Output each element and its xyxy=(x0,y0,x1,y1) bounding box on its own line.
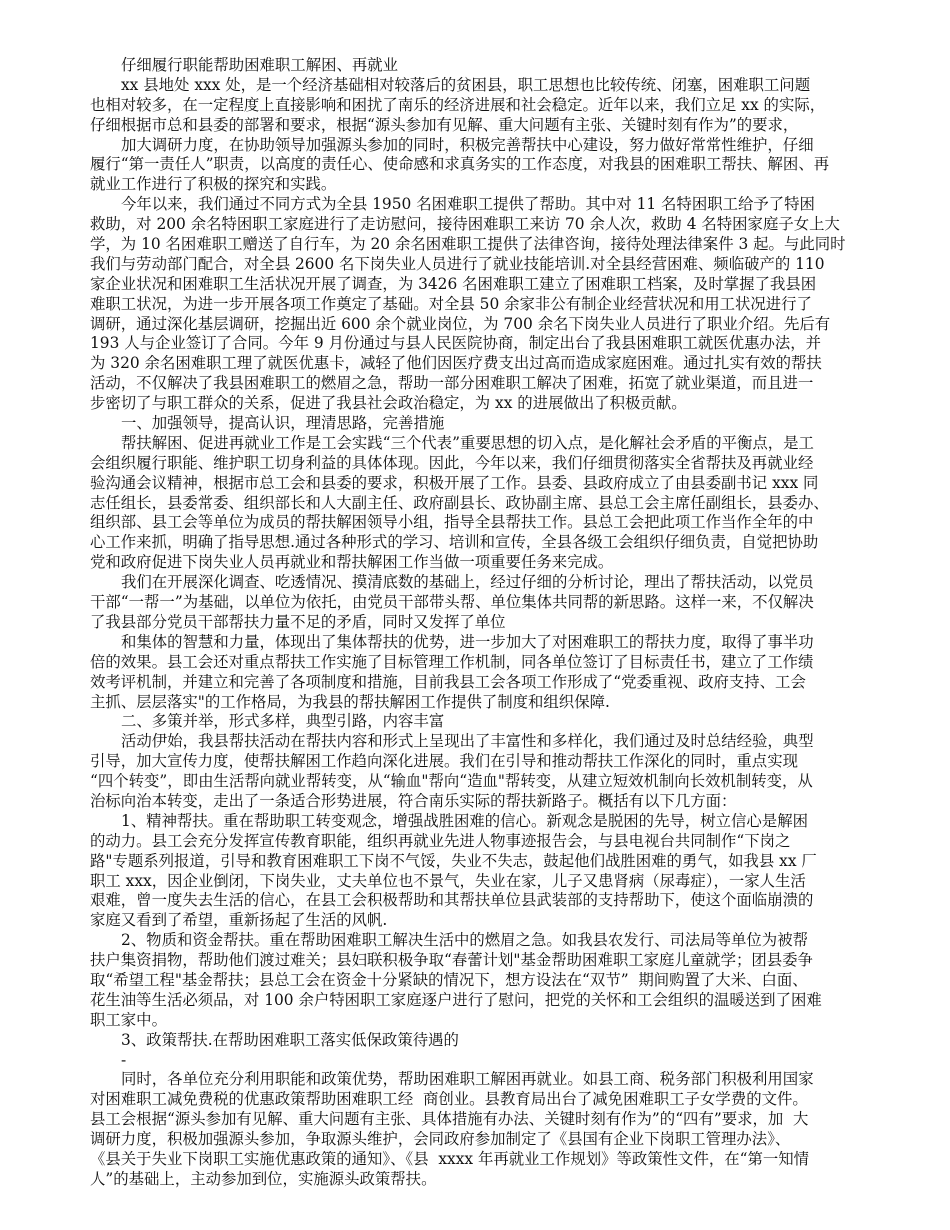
text-line: 今年以来，我们通过不同方式为全县 1950 名困难职工提供了帮助。其中对 11 名特困职工给予了特困 xyxy=(121,195,815,214)
text-line: 家企业状况和困难职工生活状况开展了调查，为 3426 名困难职工建立了困难职工档案，及时掌握了我县困 xyxy=(90,274,817,293)
text-line: 救助，对 200 余名特困职工家庭进行了走访慰问，接待困难职工来访 70 余人次，救助 4 名特困家庭子女上大 xyxy=(90,215,840,234)
text-line: 扶户集资捐物，帮助他们渡过难关；县妇联积极争取“春蕾计划"基金帮助困难职工家庭儿童就学；团县委争 xyxy=(90,951,813,970)
text-line: 调研力度，积极加强源头参加，争取源头维护，会同政府参加制定了《县国有企业下岗职工管理办法》、 xyxy=(90,1130,791,1149)
document-page xyxy=(90,56,861,1190)
text-line: “四个转变”，即由生活帮向就业帮转变，从“输血"帮向“造血"帮转变，从建立短效机制向长效机制转变，从 xyxy=(90,772,813,791)
text-line: 193 人与企业签订了合同。今年 9 月份通过与县人民医院协商，制定出台了我县困难职工就医优惠办法，并 xyxy=(90,334,822,353)
text-line: 难职工状况，为进一步开展各项工作奠定了基础。对全县 50 余家非公有制企业经营状况和用工状况进行了 xyxy=(90,294,812,313)
text-line: - xyxy=(121,1050,127,1069)
text-line: 3、政策帮扶.在帮助困难职工落实低保政策待遇的 xyxy=(121,1030,459,1049)
text-line: 党和政府促进下岗失业人员再就业和帮扶解困工作当做一项重要任务来完成。 xyxy=(90,553,614,572)
text-line: 县工会根据“源头参加有见解、重大问题有主张、具体措施有办法、关键时刻有作为”的“四有”要求，加 大 xyxy=(90,1110,809,1129)
text-line: 会组织履行职能、维护职工切身利益的具体体现。因此，今年以来，我们仔细贯彻落实全省帮扶及再就业经 xyxy=(90,453,814,472)
text-line: 取“希望工程"基金帮扶；县总工会在资金十分紧缺的情况下，想方设法在“双节” 期间购置了大米、白面、 xyxy=(90,970,808,989)
text-line: 《县关于失业下岗职工实施优惠政策的通知》、《县 xxxx 年再就业工作规划》等政策性文件，在“第一知情 xyxy=(90,1149,810,1168)
text-line: 2、物质和资金帮扶。重在帮助困难职工解决生活中的燃眉之急。如我县农发行、司法局等单位为被帮 xyxy=(121,931,808,950)
text-line: 干部“一帮一”为基础，以单位为依托，由党员干部带头帮、单位集体共同帮的新思路。这样一来，不仅解决 xyxy=(90,593,814,612)
text-line: 学，为 10 名困难职工赠送了自行车，为 20 余名困难职工提供了法律咨询，接待处理法律案件 3 起。与此同时 xyxy=(90,235,846,254)
text-line: 仔细履行职能帮助困难职工解困、再就业 xyxy=(121,56,399,74)
text-line: 的动力。县工会充分发挥宣传教育职能，组织再就业先进人物事迹报告会，与县电视台共同制作“下岗之 xyxy=(90,831,791,850)
text-line: 职工 xxx，因企业倒闭，下岗失业，丈夫单位也不景气，失业在家，儿子又患肾病（尿毒症），一家人生活 xyxy=(90,871,806,890)
text-line: 活动伊始，我县帮扶活动在帮扶内容和形式上呈现出了丰富性和多样化，我们通过及时总结经验，典型 xyxy=(121,732,814,751)
text-line: 治标向治本转变，走出了一条适合形势进展，符合南乐实际的帮扶新路子。概括有以下几方面： xyxy=(90,791,737,810)
text-line: 就业工作进行了积极的探究和实践。 xyxy=(90,175,337,194)
text-line: 1、精神帮扶。重在帮助职工转变观念，增强战胜困难的信心。新观念是脱困的先导，树立信心是解困 xyxy=(121,811,808,830)
text-line: 活动，不仅解决了我县困难职工的燃眉之急，帮助一部分困难职工解决了困难，拓宽了就业渠道，而且进一 xyxy=(90,374,814,393)
text-line: 加大调研力度，在协助领导加强源头参加的同时，积极完善帮扶中心建设，努力做好常常性维护，仔细 xyxy=(121,135,814,154)
text-line: 家庭又看到了希望，重新扬起了生活的风帆. xyxy=(90,911,388,930)
text-line: 主抓、层层落实"的工作格局，为我县的帮扶解困工作提供了制度和组织保障. xyxy=(90,692,610,711)
text-line: 倍的效果。县工会还对重点帮扶工作实施了目标管理工作机制，同各单位签订了目标责任书，建立了工作绩 xyxy=(90,652,814,671)
text-line: 心工作来抓，明确了指导思想.通过各种形式的学习、培训和宣传，全县各级工会组织仔细负责，自觉把协助 xyxy=(90,533,819,552)
text-line: 职工家中。 xyxy=(90,1010,167,1029)
text-line: 效考评机制，并建立和完善了各项制度和措施，目前我县工会各项工作形成了“党委重视、政府支持、工会 xyxy=(90,672,806,691)
text-line: 路"专题系列报道，引导和教育困难职工下岗不气馁，失业不失志，鼓起他们战胜困难的勇气，如我县 xx 厂 xyxy=(90,851,817,870)
text-line: 为 320 余名困难职工理了就医优惠卡，减轻了他们因医疗费支出过高而造成家庭困难。通过扎实有效的帮扶 xyxy=(90,354,822,373)
text-line: 二、多策并举，形式多样，典型引路，内容丰富 xyxy=(121,712,445,731)
text-line: 帮扶解困、促进再就业工作是工会实践“三个代表”重要思想的切入点，是化解社会矛盾的平衡点，是工 xyxy=(121,433,814,452)
text-line: 步密切了与职工群众的关系，促进了我县社会政治稳定，为 xx 的进展做出了积极贡献。 xyxy=(90,394,687,413)
text-line: 引导，加大宣传力度，使帮扶解困工作趋向深化进展。我们在引导和推动帮扶工作深化的同时，重点实现 xyxy=(90,752,798,771)
text-line: 和集体的智慧和力量，体现出了集体帮扶的优势，进一步加大了对困难职工的帮扶力度，取得了事半功 xyxy=(121,632,814,651)
text-line: 仔细根据市总和县委的部署和要求，根据“源头参加有见解、重大问题有主张、关键时刻有作为”的要求， xyxy=(90,115,799,134)
text-line: 履行“第一责任人”职责，以高度的责任心、使命感和求真务实的工作态度，对我县的困难职工帮扶、解困、再 xyxy=(90,155,830,174)
text-line: 了我县部分党员干部帮扶力量不足的矛盾，同时又发挥了单位 xyxy=(90,612,506,631)
text-line: 我们在开展深化调查、吃透情况、摸清底数的基础上，经过仔细的分析讨论，理出了帮扶活动，以党员 xyxy=(121,573,814,592)
text-line: 一、加强领导，提高认识，理清思路，完善措施 xyxy=(121,414,445,433)
text-line: 我们与劳动部门配合，对全县 2600 名下岗失业人员进行了就业技能培训.对全县经营困难、频临破产的 110 xyxy=(90,254,825,273)
text-line: 志任组长，县委常委、组织部长和人大副主任、政府副县长、政协副主席、县总工会主席任副组长，县委办、 xyxy=(90,493,829,512)
text-line: 也相对较多，在一定程度上直接影响和困扰了南乐的经济进展和社会稳定。近年以来，我们立足 xx 的实际， xyxy=(90,95,826,114)
text-line: xx 县地处 xxx 处，是一个经济基础相对较落后的贫困县，职工思想也比较传统、闭塞，困难职工问题 xyxy=(121,75,811,94)
text-line: 同时，各单位充分利用职能和政策优势，帮助困难职工解困再就业。如县工商、税务部门积极利用国家 xyxy=(121,1070,814,1089)
text-line: 验沟通会议精神，根据市总工会和县委的要求，积极开展了工作。县委、县政府成立了由县委副书记 xxx 同 xyxy=(90,473,819,492)
text-line: 人”的基础上，主动参加到位，实施源头政策帮扶。 xyxy=(90,1169,437,1188)
text-line: 花生油等生活必须品，对 100 余户特困职工家庭逐户进行了慰问，把党的关怀和工会组织的温暖送到了困难 xyxy=(90,990,822,1009)
text-line: 调研，通过深化基层调研，挖掘出近 600 余个就业岗位，为 700 余名下岗失业人员进行了职业介绍。先后有 xyxy=(90,314,831,333)
text-line: 组织部、县工会等单位为成员的帮扶解困领导小组，指导全县帮扶工作。县总工会把此项工作当作全年的中 xyxy=(90,513,814,532)
text-line: 对困难职工减免费税的优惠政策帮助困难职工经 商创业。县教育局出台了减免困难职工子女学费的文件。 xyxy=(90,1090,808,1109)
text-line: 艰难，曾一度失去生活的信心，在县工会积极帮助和其帮扶单位县武装部的支持帮助下，使这个面临崩溃的 xyxy=(90,891,814,910)
